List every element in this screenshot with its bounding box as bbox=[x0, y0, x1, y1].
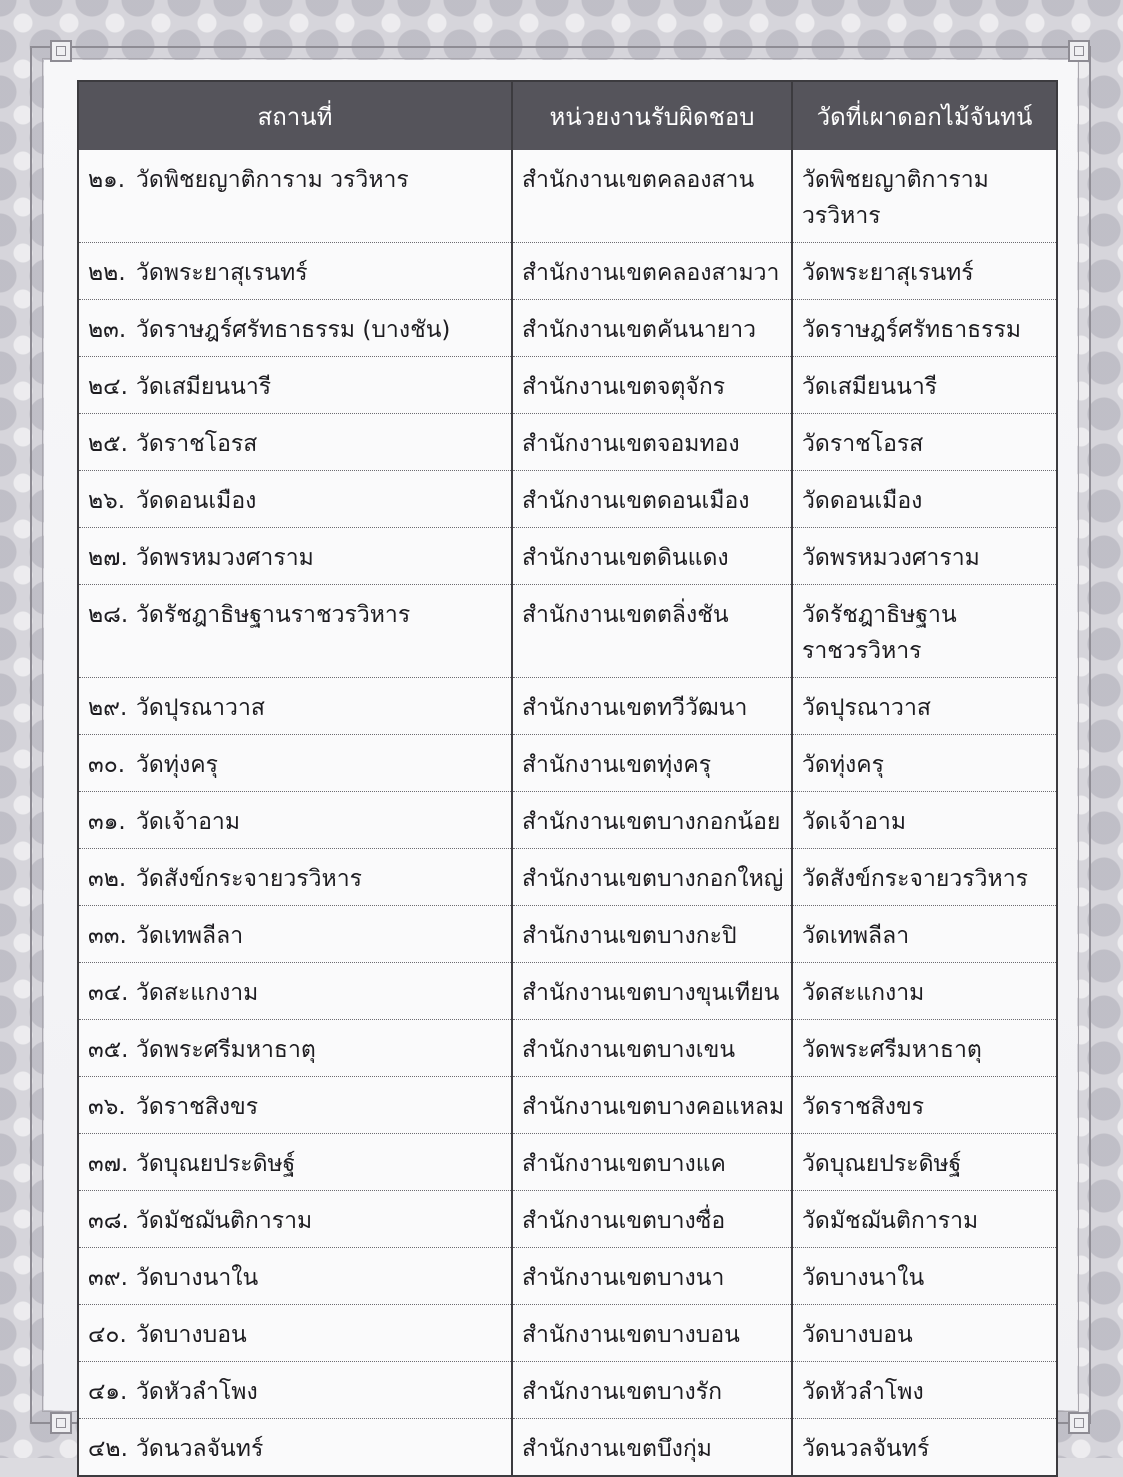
temple-cell: วัดทุ่งครุ bbox=[792, 735, 1057, 792]
temple-cell: วัดนวลจันทร์ bbox=[792, 1419, 1057, 1477]
table-body bbox=[78, 150, 1057, 1476]
table-row bbox=[78, 906, 1057, 963]
row-number: ๒๕. bbox=[88, 431, 128, 457]
place-cell bbox=[78, 963, 512, 1020]
place-name: วัดพรหมวงศาราม bbox=[136, 545, 314, 571]
temple-cell: วัดราษฎร์ศรัทธาธรรม bbox=[792, 300, 1057, 357]
place-cell bbox=[78, 906, 512, 963]
row-number: ๓๑. bbox=[88, 809, 126, 835]
table-row bbox=[78, 849, 1057, 906]
header-agency: หน่วยงานรับผิดชอบ bbox=[512, 81, 792, 150]
row-number: ๓๖. bbox=[88, 1094, 126, 1120]
row-number: ๓๐. bbox=[88, 752, 126, 778]
place-name: วัดพระศรีมหาธาตุ bbox=[136, 1037, 316, 1063]
place-cell bbox=[78, 1191, 512, 1248]
table-row bbox=[78, 1248, 1057, 1305]
temple-cell: วัดพิชยญาติการาม วรวิหาร bbox=[792, 150, 1057, 243]
place-cell bbox=[78, 1362, 512, 1419]
temple-table bbox=[77, 80, 1058, 1477]
table-row bbox=[78, 300, 1057, 357]
row-number: ๒๔. bbox=[88, 374, 128, 400]
table-row bbox=[78, 150, 1057, 243]
corner-ornament-top-left bbox=[50, 40, 72, 62]
table-row bbox=[78, 1191, 1057, 1248]
temple-cell: วัดหัวลำโพง bbox=[792, 1362, 1057, 1419]
place-name: วัดบางบอน bbox=[136, 1322, 247, 1348]
place-name: วัดราชโอรส bbox=[136, 431, 258, 457]
agency-cell: สำนักงานเขตจอมทอง bbox=[512, 414, 792, 471]
place-cell bbox=[78, 357, 512, 414]
row-number: ๒๑. bbox=[88, 167, 126, 193]
temple-cell: วัดปุรณาวาส bbox=[792, 678, 1057, 735]
place-cell bbox=[78, 414, 512, 471]
temple-cell: วัดพระศรีมหาธาตุ bbox=[792, 1020, 1057, 1077]
place-name: วัดบุณยประดิษฐ์ bbox=[136, 1151, 296, 1177]
place-cell bbox=[78, 300, 512, 357]
agency-cell: สำนักงานเขตทุ่งครุ bbox=[512, 735, 792, 792]
row-number: ๓๙. bbox=[88, 1265, 128, 1291]
agency-cell: สำนักงานเขตบางกะปิ bbox=[512, 906, 792, 963]
place-name: วัดพิชยญาติการาม วรวิหาร bbox=[136, 167, 409, 193]
place-cell bbox=[78, 528, 512, 585]
temple-cell: วัดเจ้าอาม bbox=[792, 792, 1057, 849]
place-cell bbox=[78, 1020, 512, 1077]
place-name: วัดสะแกงาม bbox=[136, 980, 259, 1006]
temple-cell: วัดรัชฎาธิษฐาน ราชวรวิหาร bbox=[792, 585, 1057, 678]
temple-cell: วัดราชโอรส bbox=[792, 414, 1057, 471]
agency-cell: สำนักงานเขตบางกอกน้อย bbox=[512, 792, 792, 849]
row-number: ๔๒. bbox=[88, 1436, 128, 1462]
table-row bbox=[78, 471, 1057, 528]
table-row bbox=[78, 735, 1057, 792]
row-number: ๒๖. bbox=[88, 488, 126, 514]
temple-cell: วัดเสมียนนารี bbox=[792, 357, 1057, 414]
corner-ornament-top-right bbox=[1068, 40, 1090, 62]
place-cell bbox=[78, 1248, 512, 1305]
place-name: วัดทุ่งครุ bbox=[136, 752, 218, 778]
temple-cell: วัดพระยาสุเรนทร์ bbox=[792, 243, 1057, 300]
table-row bbox=[78, 1020, 1057, 1077]
place-cell bbox=[78, 735, 512, 792]
agency-cell: สำนักงานเขตบางกอกใหญ่ bbox=[512, 849, 792, 906]
temple-cell: วัดสะแกงาม bbox=[792, 963, 1057, 1020]
place-name: วัดเจ้าอาม bbox=[136, 809, 240, 835]
place-name: วัดสังข์กระจายวรวิหาร bbox=[136, 866, 362, 892]
table-row bbox=[78, 414, 1057, 471]
temple-cell: วัดบางบอน bbox=[792, 1305, 1057, 1362]
place-name: วัดดอนเมือง bbox=[136, 488, 257, 514]
place-name: วัดมัชฌันติการาม bbox=[136, 1208, 313, 1234]
table-row bbox=[78, 1305, 1057, 1362]
row-number: ๒๘. bbox=[88, 602, 129, 628]
temple-cell: วัดราชสิงขร bbox=[792, 1077, 1057, 1134]
header-row bbox=[78, 81, 1057, 150]
temple-cell: วัดมัชฌันติการาม bbox=[792, 1191, 1057, 1248]
row-number: ๓๗. bbox=[88, 1151, 129, 1177]
place-name: วัดราษฎร์ศรัทธาธรรม (บางชัน) bbox=[136, 317, 451, 343]
agency-cell: สำนักงานเขตคลองสาน bbox=[512, 150, 792, 243]
place-cell bbox=[78, 471, 512, 528]
place-cell bbox=[78, 678, 512, 735]
table-row bbox=[78, 1362, 1057, 1419]
place-cell bbox=[78, 792, 512, 849]
table-header bbox=[78, 81, 1057, 150]
header-place: สถานที่ bbox=[78, 81, 512, 150]
agency-cell: สำนักงานเขตคันนายาว bbox=[512, 300, 792, 357]
row-number: ๒๗. bbox=[88, 545, 128, 571]
temple-cell: วัดดอนเมือง bbox=[792, 471, 1057, 528]
place-cell bbox=[78, 585, 512, 678]
place-name: วัดปุรณาวาส bbox=[136, 695, 265, 721]
row-number: ๒๒. bbox=[88, 260, 126, 286]
table-row bbox=[78, 585, 1057, 678]
place-name: วัดเสมียนนารี bbox=[136, 374, 272, 400]
table-row bbox=[78, 1077, 1057, 1134]
header-temple: วัดที่เผาดอกไม้จันทน์ bbox=[792, 81, 1057, 150]
place-cell bbox=[78, 1419, 512, 1477]
row-number: ๒๙. bbox=[88, 695, 128, 721]
table-row bbox=[78, 243, 1057, 300]
table-row bbox=[78, 1419, 1057, 1477]
table-row bbox=[78, 528, 1057, 585]
place-name: วัดราชสิงขร bbox=[136, 1094, 259, 1120]
agency-cell: สำนักงานเขตจตุจักร bbox=[512, 357, 792, 414]
row-number: ๓๕. bbox=[88, 1037, 129, 1063]
row-number: ๒๓. bbox=[88, 317, 127, 343]
agency-cell: สำนักงานเขตทวีวัฒนา bbox=[512, 678, 792, 735]
place-name: วัดบางนาใน bbox=[136, 1265, 259, 1291]
temple-cell: วัดบุณยประดิษฐ์ bbox=[792, 1134, 1057, 1191]
row-number: ๓๘. bbox=[88, 1208, 129, 1234]
temple-cell: วัดสังข์กระจายวรวิหาร bbox=[792, 849, 1057, 906]
agency-cell: สำนักงานเขตบางขุนเทียน bbox=[512, 963, 792, 1020]
temple-cell: วัดพรหมวงศาราม bbox=[792, 528, 1057, 585]
place-cell bbox=[78, 1077, 512, 1134]
place-name: วัดนวลจันทร์ bbox=[136, 1436, 264, 1462]
place-name: วัดหัวลำโพง bbox=[136, 1379, 258, 1405]
table-row bbox=[78, 963, 1057, 1020]
row-number: ๔๑. bbox=[88, 1379, 128, 1405]
row-number: ๔๐. bbox=[88, 1322, 127, 1348]
agency-cell: สำนักงานเขตบางบอน bbox=[512, 1305, 792, 1362]
agency-cell: สำนักงานเขตบางเขน bbox=[512, 1020, 792, 1077]
temple-cell: วัดเทพลีลา bbox=[792, 906, 1057, 963]
corner-ornament-bottom-right bbox=[1068, 1412, 1090, 1434]
agency-cell: สำนักงานเขตบึงกุ่ม bbox=[512, 1419, 792, 1477]
place-cell bbox=[78, 243, 512, 300]
agency-cell: สำนักงานเขตบางซื่อ bbox=[512, 1191, 792, 1248]
place-name: วัดเทพลีลา bbox=[136, 923, 244, 949]
place-name: วัดรัชฎาธิษฐานราชวรวิหาร bbox=[136, 602, 411, 628]
agency-cell: สำนักงานเขตดินแดง bbox=[512, 528, 792, 585]
table-row bbox=[78, 357, 1057, 414]
place-cell bbox=[78, 849, 512, 906]
agency-cell: สำนักงานเขตคลองสามวา bbox=[512, 243, 792, 300]
table-row bbox=[78, 678, 1057, 735]
place-cell bbox=[78, 150, 512, 243]
agency-cell: สำนักงานเขตบางแค bbox=[512, 1134, 792, 1191]
agency-cell: สำนักงานเขตบางนา bbox=[512, 1248, 792, 1305]
place-cell bbox=[78, 1134, 512, 1191]
agency-cell: สำนักงานเขตบางรัก bbox=[512, 1362, 792, 1419]
row-number: ๓๔. bbox=[88, 980, 129, 1006]
table-row bbox=[78, 792, 1057, 849]
agency-cell: สำนักงานเขตตลิ่งชัน bbox=[512, 585, 792, 678]
row-number: ๓๓. bbox=[88, 923, 127, 949]
temple-cell: วัดบางนาใน bbox=[792, 1248, 1057, 1305]
agency-cell: สำนักงานเขตดอนเมือง bbox=[512, 471, 792, 528]
place-name: วัดพระยาสุเรนทร์ bbox=[136, 260, 308, 286]
place-cell bbox=[78, 1305, 512, 1362]
table-row bbox=[78, 1134, 1057, 1191]
corner-ornament-bottom-left bbox=[50, 1412, 72, 1434]
agency-cell: สำนักงานเขตบางคอแหลม bbox=[512, 1077, 792, 1134]
row-number: ๓๒. bbox=[88, 866, 127, 892]
